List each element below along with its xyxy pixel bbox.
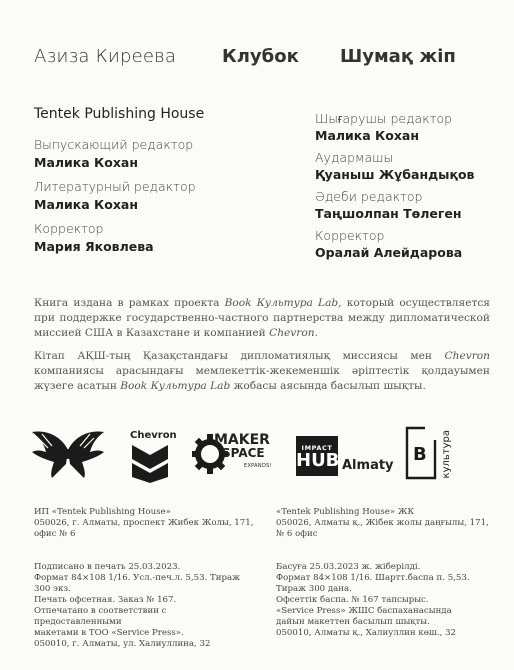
credit-role: Корректор: [315, 228, 385, 243]
kultura-text: культура: [441, 430, 452, 479]
chevron-mark-icon: [130, 443, 170, 483]
title-kazakh: Шумақ жіп: [340, 46, 456, 67]
credit-person: Қуаныш Жұбандықов: [315, 167, 475, 182]
credit-role: Аудармашы: [315, 150, 394, 165]
author-name: Азиза Киреева: [34, 46, 177, 67]
expands-text: EXPANDS!: [244, 463, 272, 469]
space-text: SPACE: [222, 446, 265, 460]
publisher-name: Tentek Publishing House: [34, 106, 205, 122]
impact-text: IMPACT: [301, 444, 333, 452]
project-note-russian: Книга издана в рамках проекта Book Культура Lab, который осуществляется при поддержке государственно-частного партнерства между дипломатической миссией США в Казахстане и компанией Chevron.: [34, 297, 490, 339]
title-russian: Клубок: [222, 46, 299, 67]
imprint-address-kazakh: «Tentek Publishing House» ЖК 050026, Алматы қ., Жібек жолы даңғылы, 171, № 6 офис: [276, 507, 489, 539]
b-letter: B: [413, 444, 427, 465]
eagle-emblem-icon: [30, 428, 106, 484]
hub-text: HUB: [296, 450, 340, 471]
credits-kazakh: [315, 110, 474, 266]
credit-role: Корректор: [34, 221, 104, 236]
credit-person: Таңшолпан Төлеген: [315, 206, 462, 221]
credits-russian: [34, 106, 204, 262]
imprint-print-kazakh: Басуға 25.03.2023 ж. жіберілді. Формат 84×108 1/16. Шартт.баспа п. 5,53. Тираж 300 дана. Офсеттік баспа. № 167 тапсырыс. «Service Press» ЖШС баспаханасында дайын макеттен басылып шықты. 050010, Алматы қ., Халиуллин көш., 32: [276, 562, 470, 638]
maker-text: MAKER: [214, 432, 270, 448]
imprint-print-russian: Подписано в печать 25.03.2023. Формат 84×108 1/16. Усл.-печ.л. 5,53. Тираж 300 экз. Печать офсетная. Заказ № 167. Отпечатано в соответствии с предоставленными макетами в ТОО «Service Press». 050010, г. Алматы, ул. Халиуллина, 32: [34, 562, 240, 649]
credit-role: Әдеби редактор: [315, 189, 423, 204]
credit-person: Малика Кохан: [315, 128, 419, 143]
book-kultura-logo: [405, 426, 452, 484]
credit-person: Малика Кохан: [34, 155, 138, 170]
credit-role: Литературный редактор: [34, 179, 196, 194]
impact-hub-logo: [296, 436, 338, 476]
project-note-kazakh: Кітап АҚШ-тың Қазақстандағы дипломатиялық миссиясы мен Chevron компаниясы арасындағы мемлекеттік-жекеменшік әріптестік қолдауымен жүзеге асатын Book Культура Lab жобасы аясында басылып шықты.: [34, 350, 490, 392]
credit-person: Мария Яковлева: [34, 239, 154, 254]
chevron-wordmark: Chevron: [130, 430, 177, 441]
credit-role: Выпускающий редактор: [34, 137, 194, 152]
almaty-text: Almaty: [342, 458, 394, 473]
credit-person: Малика Кохан: [34, 197, 138, 212]
credit-person: Оралай Алейдарова: [315, 245, 463, 260]
credit-role: Шығарушы редактор: [315, 111, 453, 126]
imprint-address-russian: ИП «Tentek Publishing House» 050026, г. Алматы, проспект Жибек Жолы, 171, офис № 6: [34, 507, 254, 539]
chevron-logo: [130, 430, 177, 487]
